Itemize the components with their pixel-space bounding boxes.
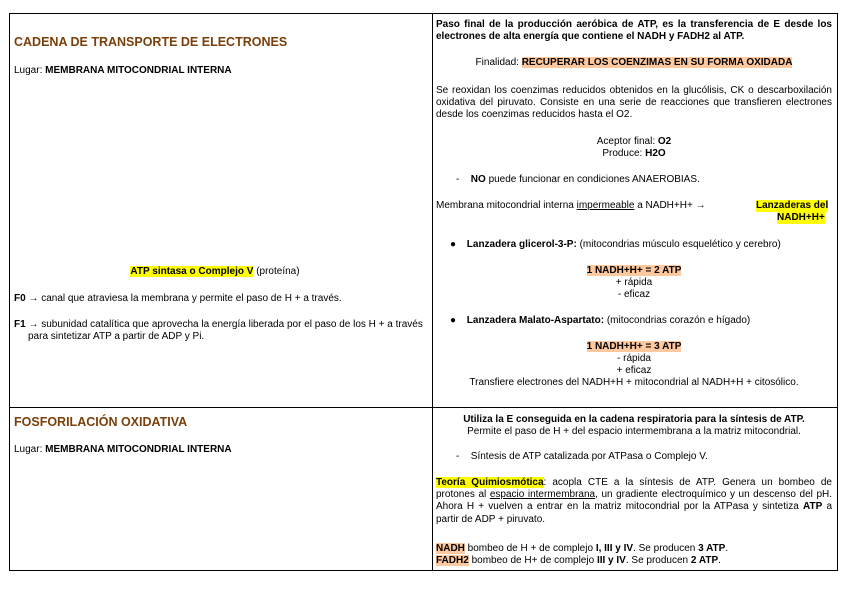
fo-place: Lugar: MEMBRANA MITOCONDRIAL INTERNA (14, 444, 232, 455)
dash-bullet: - (456, 174, 460, 185)
cte-intro: Paso final de la producción aeróbica de ATP, es la transferencia de E desde los electrones de alta energía que contiene el NADH y FADH2 al ATP. (436, 19, 832, 43)
lanzaderas-label-1: Lanzaderas del (756, 200, 829, 211)
malato-yield: 1 NADH+H+ = 3 ATP (586, 341, 682, 352)
glicerol-minus: - eficaz (617, 289, 651, 300)
malato-plus: + eficaz (616, 365, 652, 376)
transfiere-note: Transfiere electrones del NADH+H + mitocondrial al NADH+H + citosólico. (469, 377, 799, 388)
produce: Produce: H2O (602, 148, 666, 159)
atp-sintasa-heading: ATP sintasa o Complejo V (proteína) (130, 266, 300, 277)
content-table: CADENA DE TRANSPORTE DE ELECTRONES Lugar: MEMBRANA MITOCONDRIAL INTERNA ATP sintasa o Complejo V (proteína) F0 → canal que atraviesa la membrana y permite el paso de H + a través. F1 → subunidad catalítica que aprovecha la energía liberada por el paso de los H + a través para sintetizar ATP a partir de ADP y Pi. Paso final de la producción aeróbica de ATP, es la transferencia de E desde los electrones de alta energía que contiene el NADH y FADH2 al ATP. Finalidad: RECUPERAR LOS COENZIMAS EN SU FORMA OXIDADA Se reoxidan los coenzimas reducidos obtenidos en la glucólisis, CK o descarboxilación oxidativa del piruvato. Consiste en una serie de reacciones que transfieren electrones desde los coenzimas reducidos hasta el O2. Aceptor final: O2 Produce: H2O - NO puede funcionar en condiciones ANAEROBIAS. Membrana mitocondrial interna impermeable a NADH+H+ → Lanzaderas del NADH+H+ ● Lanzadera glicerol-3-P: (mitocondrias músculo esquelético y cerebro) 1 NADH+H+ = 2 ATP + rápida - eficaz ● Lanzadera Malato-Aspartato: (mitocondrias corazón e hígado) 1 NADH+H+ = 3 ATP - rápida + eficaz Transfiere electrones del NADH+H + mitocondrial al NADH+H + citosólico. FOSFORILACIÓN OXIDATIVA Lugar: MEMBRANA MITOCONDRIAL INTERNA Utiliza la E conseguida en la cadena respiratoria para la síntesis de ATP. Permite el paso de H + del espacio intermembrana a la matriz mitocondrial. - Síntesis de ATP catalizada por ATPasa o Complejo V. Teoría Quimiosmótica: acopla CTE a la síntesis de ATP. Genera un bombeo de protones al espacio intermembrana, un gradiente electroquímico y un descenso del pH. Ahora H + vuelven a entrar en la matriz mitocondrial por la ATPasa y sintetiza ATP a partir de ADP + piruvato. NADH bombeo de H + de complejo I, III y IV. Se producen 3 ATP. FADH2 bombeo de H+ de complejo III y IV. Se producen 2 ATP. (9, 13, 838, 571)
malato-minus: - rápida (617, 353, 651, 364)
cte-title: CADENA DE TRANSPORTE DE ELECTRONES (14, 35, 288, 49)
lanzadera-malato: ● Lanzadera Malato-Aspartato: (mitocondrias corazón e hígado) (450, 315, 751, 326)
cte-place: Lugar: MEMBRANA MITOCONDRIAL INTERNA (14, 65, 232, 76)
sintesis-note: - Síntesis de ATP catalizada por ATPasa o Complejo V. (456, 451, 708, 462)
bullet-icon: ● (450, 315, 457, 326)
dash-bullet: - (456, 451, 460, 462)
bullet-icon: ● (450, 239, 457, 250)
fo-title: FOSFORILACIÓN OXIDATIVA (14, 415, 188, 429)
column-divider (432, 14, 433, 570)
fo-intro: Utiliza la E conseguida en la cadena respiratoria para la síntesis de ATP. (463, 414, 805, 425)
cte-description: Se reoxidan los coenzimas reducidos obtenidos en la glucólisis, CK o descarboxilación oxidativa del piruvato. Consiste en una serie de reacciones que transfieren electrones desde los coenzimas reducidos hasta el O2. (436, 85, 832, 121)
glicerol-yield: 1 NADH+H+ = 2 ATP (586, 265, 682, 276)
anaerobic-note: - NO puede funcionar en condiciones ANAEROBIAS. (456, 174, 700, 185)
aceptor-final: Aceptor final: O2 (596, 136, 672, 147)
f0-item: F0 → canal que atraviesa la membrana y permite el paso de H + a través. (14, 293, 342, 304)
fadh2-line: FADH2 bombeo de H+ de complejo III y IV. Se producen 2 ATP. (436, 555, 721, 566)
nadh-line: NADH bombeo de H + de complejo I, III y IV. Se producen 3 ATP. (436, 543, 729, 554)
finalidad: Finalidad: RECUPERAR LOS COENZIMAS EN SU FORMA OXIDADA (475, 57, 793, 68)
glicerol-plus: + rápida (615, 277, 653, 288)
row-divider (10, 407, 837, 408)
teoria-quimiosmotica: Teoría Quimiosmótica: acopla CTE a la síntesis de ATP. Genera un bombeo de protones al espacio intermembrana, un gradiente electroquímico y un descenso del pH. Ahora H + vuelven a entrar en la matriz mitocondrial por la ATPasa y sintetiza ATP a partir de ADP + piruvato. (436, 477, 833, 525)
lanzadera-glicerol: ● Lanzadera glicerol-3-P: (mitocondrias músculo esquelético y cerebro) (450, 239, 781, 250)
lanzaderas-label-2: NADH+H+ (777, 212, 825, 223)
fo-intro-2: Permite el paso de H + del espacio intermembrana a la matriz mitocondrial. (467, 426, 801, 437)
f1-item: F1 → subunidad catalítica que aprovecha la energía liberada por el paso de los H + a través para sintetizar ATP a partir de ADP y Pi. (14, 319, 423, 343)
